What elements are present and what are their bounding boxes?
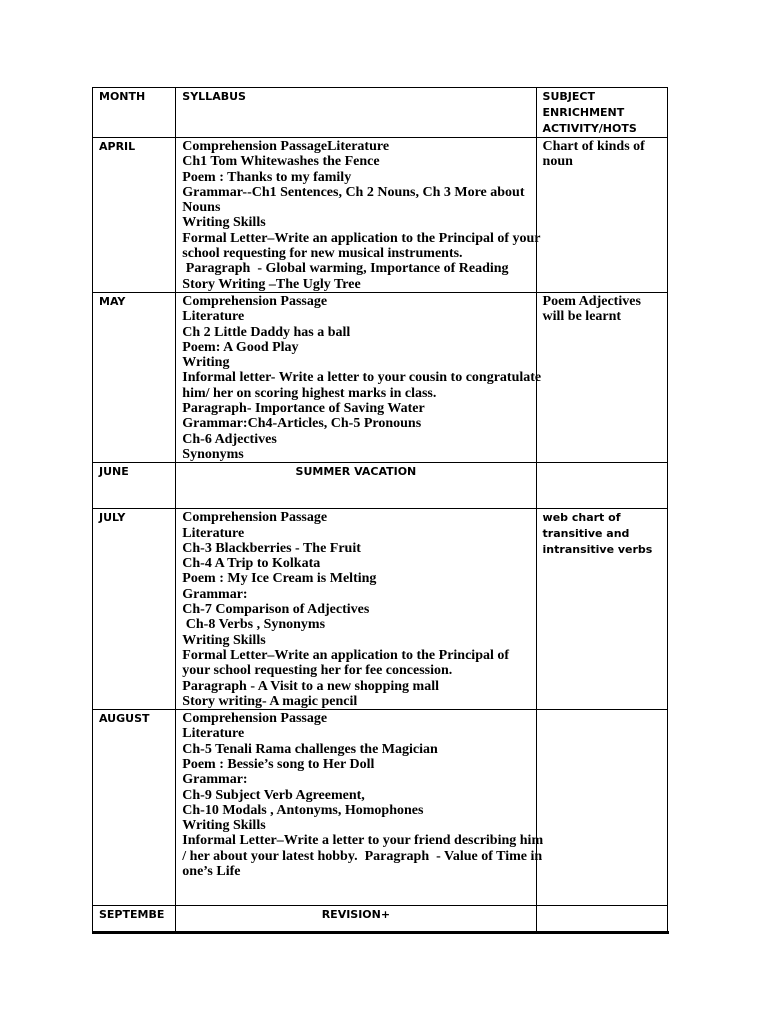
month-june: JUNE xyxy=(93,463,176,509)
syllabus-line: him/ her on scoring highest marks in class. xyxy=(182,385,437,401)
activity-april: Chart of kinds of noun xyxy=(536,138,667,293)
row-september xyxy=(93,906,668,934)
syllabus-table xyxy=(92,87,668,934)
activity-july: web chart of transitive and intransitive verbs xyxy=(536,509,667,710)
syllabus-line: / her about your latest hobby. Paragraph - Value of Time in xyxy=(182,848,543,864)
syllabus-line: Comprehension Passage xyxy=(182,510,328,526)
activity-june xyxy=(536,463,667,509)
header-month: MONTH xyxy=(93,88,176,138)
syllabus-line: Ch-4 A Trip to Kolkata xyxy=(182,556,321,572)
month-april: APRIL xyxy=(93,138,176,293)
syllabus-line: Comprehension Passage xyxy=(182,711,328,727)
syllabus-line: Writing Skills xyxy=(182,818,266,834)
syllabus-line: Synonyms xyxy=(182,446,244,462)
syllabus-line: Literature xyxy=(182,525,245,541)
syllabus-august xyxy=(176,710,544,906)
syllabus-may xyxy=(176,292,542,462)
syllabus-line: Writing Skills xyxy=(182,215,266,231)
syllabus-line: Grammar:Ch4-Articles, Ch-5 Pronouns xyxy=(182,416,422,432)
syllabus-line: school requesting for new musical instruments. xyxy=(182,246,463,262)
syllabus-line: Ch-6 Adjectives xyxy=(182,431,277,447)
syllabus-line: Story writing- A magic pencil xyxy=(182,693,358,709)
syllabus-line: one’s Life xyxy=(182,864,241,880)
syllabus-line: Ch-5 Tenali Rama challenges the Magician xyxy=(182,741,438,757)
syllabus-line: Informal letter- Write a letter to your cousin to congratulate xyxy=(182,370,542,386)
syllabus-line: Ch-3 Blackberries - The Fruit xyxy=(182,540,361,556)
syllabus-line: Poem : Bessie’s song to Her Doll xyxy=(182,756,375,772)
bottom-rule xyxy=(92,931,669,934)
syllabus-line: Paragraph - A Visit to a new shopping mall xyxy=(182,678,439,694)
syllabus-line: Formal Letter–Write an application to the Principal of xyxy=(182,647,510,663)
syllabus-line: Writing Skills xyxy=(182,632,266,648)
syllabus-line: Story Writing –The Ugly Tree xyxy=(182,276,361,292)
month-may: MAY xyxy=(93,292,176,462)
syllabus-line: Literature xyxy=(182,309,245,325)
syllabus-line: Nouns xyxy=(182,200,221,216)
syllabus-july xyxy=(176,509,536,710)
syllabus-line: Poem : Thanks to my family xyxy=(182,169,352,185)
header-row xyxy=(93,88,668,138)
syllabus-line: Paragraph - Global warming, Importance of Reading xyxy=(182,261,509,277)
syllabus-line: Ch 2 Little Daddy has a ball xyxy=(182,324,351,340)
syllabus-line: Comprehension PassageLiterature xyxy=(182,139,390,154)
activity-august xyxy=(536,710,667,906)
syllabus-line: Poem : My Ice Cream is Melting xyxy=(182,571,377,587)
syllabus-line: Ch-8 Verbs , Synonyms xyxy=(182,617,326,633)
note-june: SUMMER VACATION xyxy=(176,463,536,509)
activity-may: Poem Adjectives will be learnt xyxy=(536,292,667,462)
syllabus-line: Comprehension Passage xyxy=(182,293,328,309)
header-enrichment-line: SUBJECT xyxy=(542,90,595,103)
syllabus-line: Paragraph- Importance of Saving Water xyxy=(182,401,425,417)
syllabus-april xyxy=(176,138,541,293)
syllabus-line: Grammar: xyxy=(182,772,248,788)
syllabus-line: Formal Letter–Write an application to the Principal of your xyxy=(182,230,541,246)
row-august xyxy=(93,710,668,906)
syllabus-line: Literature xyxy=(182,726,245,742)
month-august: AUGUST xyxy=(93,710,176,906)
row-april xyxy=(93,138,668,293)
header-enrichment-line: ACTIVITY/HOTS xyxy=(542,122,637,135)
month-july: JULY xyxy=(93,509,176,710)
header-syllabus: SYLLABUS xyxy=(176,88,536,138)
row-june xyxy=(93,463,668,509)
syllabus-line: Poem: A Good Play xyxy=(182,339,299,355)
activity-september xyxy=(536,906,667,934)
syllabus-line: Ch1 Tom Whitewashes the Fence xyxy=(182,154,380,170)
month-september: SEPTEMBE xyxy=(93,906,176,934)
row-july xyxy=(93,509,668,710)
syllabus-line: Ch-9 Subject Verb Agreement, xyxy=(182,787,365,803)
syllabus-line: Grammar--Ch1 Sentences, Ch 2 Nouns, Ch 3 More about xyxy=(182,184,525,200)
row-may xyxy=(93,292,668,462)
header-enrichment xyxy=(536,88,667,138)
syllabus-line: Writing xyxy=(182,355,230,371)
syllabus-line: Informal Letter–Write a letter to your friend describing him xyxy=(182,833,544,849)
syllabus-line: your school requesting her for fee concession. xyxy=(182,663,453,679)
syllabus-line: Ch-7 Comparison of Adjectives xyxy=(182,602,370,618)
syllabus-line: Ch-10 Modals , Antonyms, Homophones xyxy=(182,802,424,818)
note-september: REVISION+ xyxy=(176,906,536,934)
header-enrichment-line: ENRICHMENT xyxy=(542,106,625,119)
syllabus-line: Grammar: xyxy=(182,586,248,602)
